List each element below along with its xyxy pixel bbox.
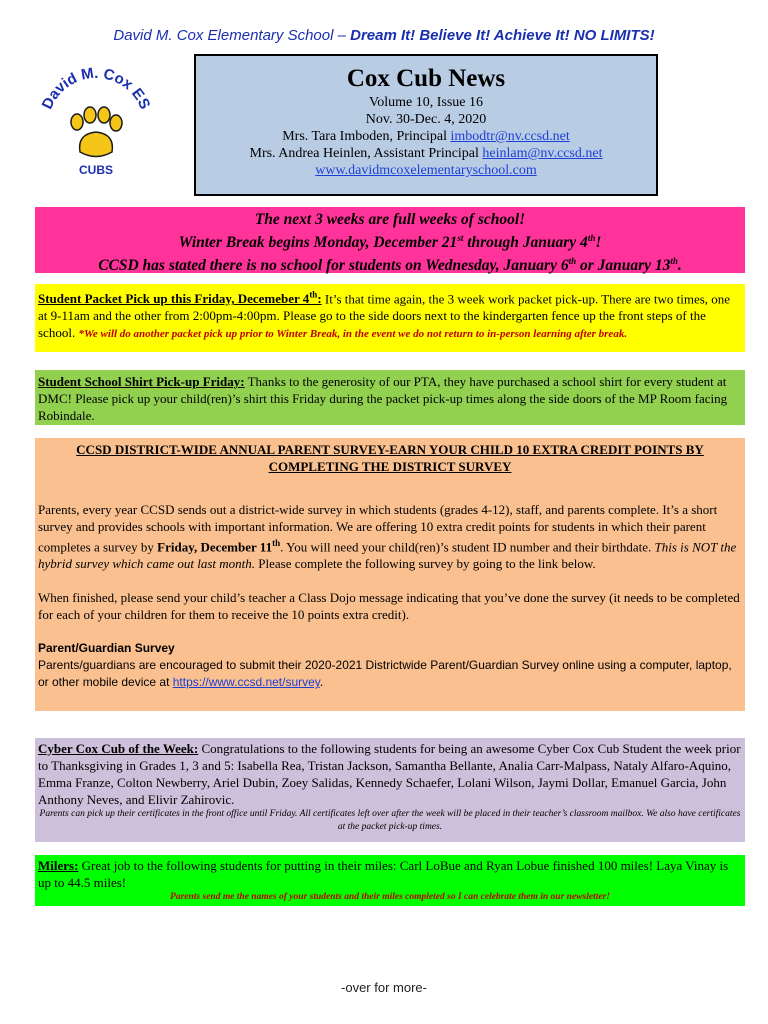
survey-subbody: Parents/guardians are encouraged to submit their 2020-2021 Districtwide Parent/Guardian Survey online using a computer, laptop, or other mobile device at https://www.ccsd.net/survey. xyxy=(38,658,732,690)
survey-subheading: Parent/Guardian Survey xyxy=(38,641,175,656)
survey-paragraph-1: Parents, every year CCSD sends out a district-wide survey in which students (grades 4-12), staff, and parents complete. It’s a short survey and provides schools with important information. We are offering 10 extra credit points for students in which their parent completes a survey by Friday, December 11th. You will need your child(ren)’s student ID number and their birthdate. This is NOT the hybrid survey which came out last month. Please complete the following survey by going to the link below. xyxy=(38,502,737,572)
principal-label: Mrs. Tara Imboden, Principal xyxy=(282,129,451,144)
school-logo xyxy=(30,62,160,187)
packet-pickup-section xyxy=(35,284,745,352)
packet-pickup-note: *We will do another packet pick up prior to Winter Break, in the event we do not return to in-person learning after break. xyxy=(78,328,628,341)
newsletter-title: Cox Cub News xyxy=(346,65,506,92)
survey-link[interactable]: https://www.ccsd.net/survey xyxy=(172,675,320,690)
paw-print-icon xyxy=(71,107,122,157)
packet-pickup-body: It’s that time again, the 3 week work packet pick-up. There are two times, one at 9-11am and the other from 2:00pm-4:00pm. Please go to the side doors next to the kindergarten fence up the front steps of the school. xyxy=(38,291,731,341)
assistant-principal-line xyxy=(196,145,656,162)
assistant-principal-email-link[interactable]: heinlam@nv.ccsd.net xyxy=(482,146,603,161)
volume-issue: Volume 10, Issue 16 xyxy=(368,95,484,110)
school-name: David M. Cox Elementary School – xyxy=(113,27,346,44)
shirt-pickup-section xyxy=(35,370,745,425)
milers-body: Great job to the following students for putting in their miles: Carl LoBue and Ryan Lobue finished 100 miles! Laya Vinay is up to 44.5 miles! xyxy=(38,858,729,890)
cyber-cub-note: Parents can pick up their certificates in the front office until Friday. All certificates left over after the week will be placed in their teacher’s classroom mailbox. We also have certificates at the packet pick-up times. xyxy=(39,809,741,832)
banner-line-1: The next 3 weeks are full weeks of school! xyxy=(254,211,526,228)
logo-arc-text: David M. Cox ES xyxy=(38,64,154,112)
cyber-cub-body: Congratulations to the following students for being an awesome Cyber Cox Cub Student the week prior to Thanksgiving in Grades 1, 3 and 5: Isabella Rea, Tristan Jackson, Samantha Bellante, Analia Carr-Malpass, Nataly Alfaro-Aquino, Emma Franze, Colton Newberry, Ariel Dubin, Zoey Salidas, Kennedy Schaefer, Lolani Wilson, Jaymi Dollar, Emanuel Garcia, John Anthony Neves, and Elivir Zahirovic. xyxy=(38,741,741,807)
cyber-cub-section xyxy=(35,738,745,842)
cyber-cub-heading: Cyber Cox Cub of the Week: xyxy=(38,741,199,756)
banner-line-3: CCSD has stated there is no school for students on Wednesday, January 6th or January 13th. xyxy=(98,256,682,275)
school-motto: Dream It! Believe It! Achieve It! NO LIMITS! xyxy=(345,27,655,44)
assistant-principal-label: Mrs. Andrea Heinlen, Assistant Principal xyxy=(249,146,483,161)
website-line xyxy=(196,162,656,179)
survey-heading: CCSD DISTRICT-WIDE ANNUAL PARENT SURVEY-EARN YOUR CHILD 10 EXTRA CREDIT POINTS BY COMPLETING THE DISTRICT SURVEY xyxy=(76,442,704,474)
winter-break-banner xyxy=(35,207,745,273)
shirt-pickup-heading: Student School Shirt Pick-up Friday: xyxy=(38,374,245,389)
milers-note: Parents send me the names of your students and their miles completed so I can celebrate them in our newsletter! xyxy=(170,892,610,902)
school-tagline xyxy=(0,27,768,44)
milers-section xyxy=(35,855,745,906)
principal-line xyxy=(196,128,656,145)
svg-text:David M. Cox ES xyxy=(39,65,154,112)
parent-survey-section xyxy=(35,438,745,711)
principal-email-link[interactable]: imbodtr@nv.ccsd.net xyxy=(450,129,570,144)
milers-heading: Milers: xyxy=(38,858,79,873)
school-website-link[interactable]: www.davidmcoxelementaryschool.com xyxy=(315,163,537,178)
newsletter-masthead xyxy=(194,54,658,196)
packet-pickup-heading: Student Packet Pick up this Friday, Decemeber 4th: xyxy=(38,290,322,307)
banner-line-2: Winter Break begins Monday, December 21st through January 4th! xyxy=(178,233,602,252)
page-footer: -over for more- xyxy=(341,980,427,995)
logo-bottom-text: CUBS xyxy=(78,163,114,177)
issue-dates: Nov. 30-Dec. 4, 2020 xyxy=(365,112,487,127)
survey-paragraph-2: When finished, please send your child’s teacher a Class Dojo message indicating that you’ve done the survey (it needs to be completed for each of your children for them to receive the 10 points extra credit). xyxy=(38,590,740,623)
shirt-pickup-body: Thanks to the generosity of our PTA, they have purchased a school shirt for every student at DMC! Please pick up your child(ren)’s shirt this Friday during the packet pick-up times along the side doors of the MP Room facing Robindale. xyxy=(38,374,728,423)
